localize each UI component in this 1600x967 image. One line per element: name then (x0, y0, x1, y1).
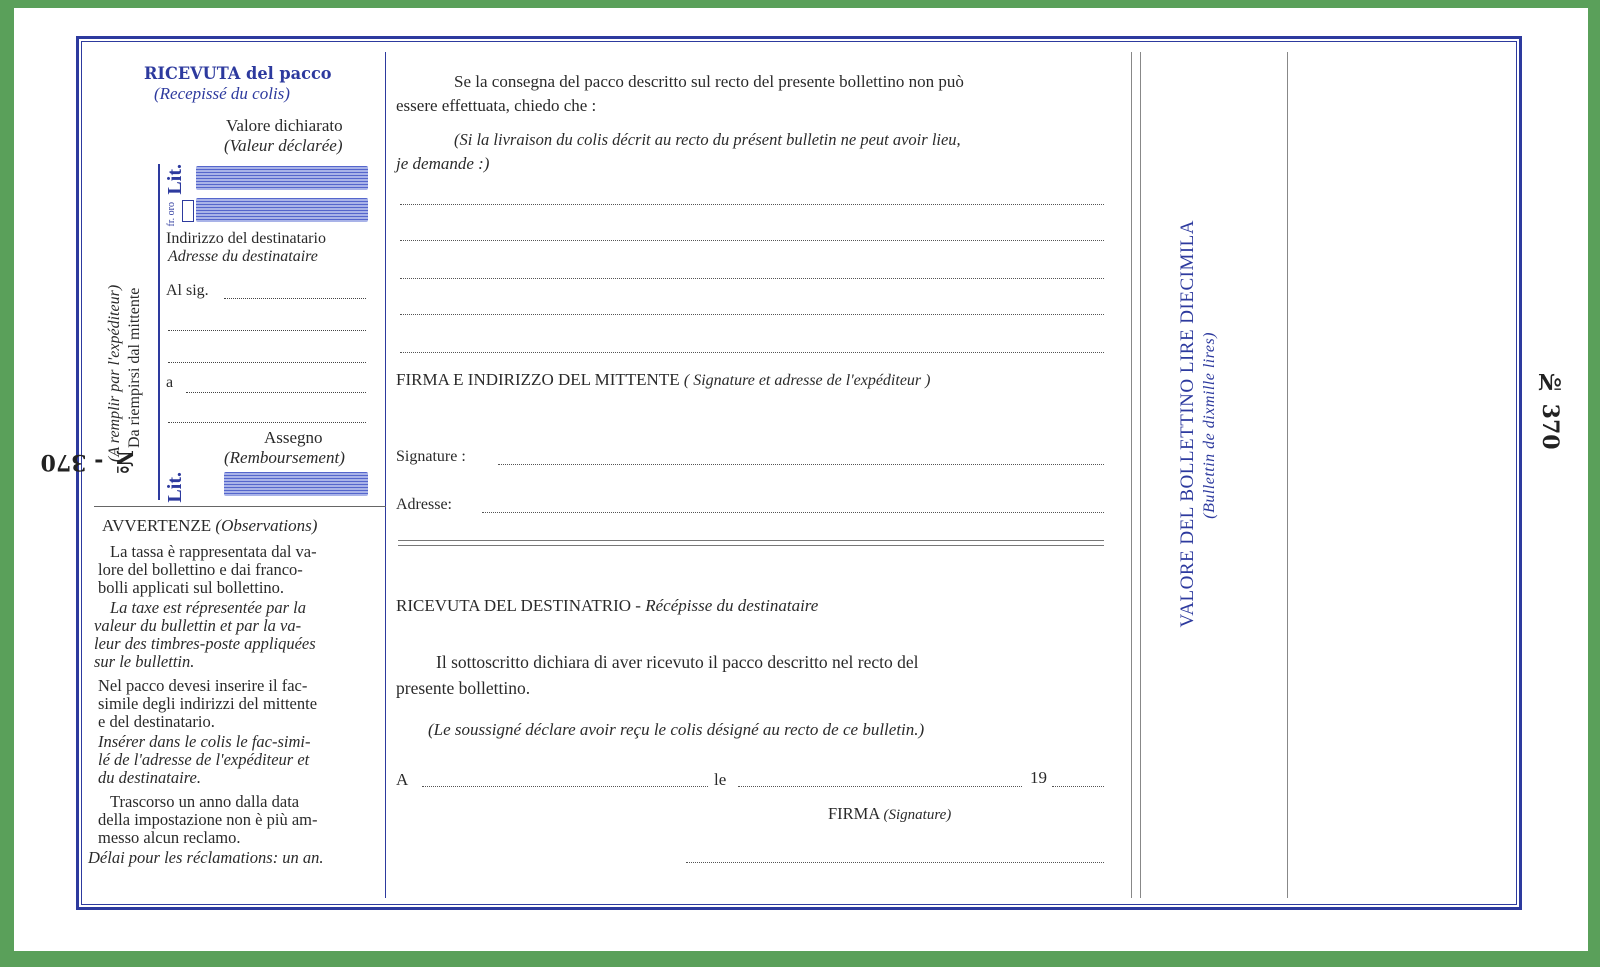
intro-fr-line-2: je demande :) (396, 154, 490, 173)
avvertenze2-line-3: e del destinatario. (98, 712, 215, 731)
avvertenze3-line-3: messo alcun reclamo. (98, 828, 241, 847)
avvertenze-title (102, 516, 317, 536)
firma-title-fr: ( Signature et adresse de l'expéditeur ) (683, 372, 931, 389)
request-line-1[interactable] (400, 204, 1104, 205)
a-place-label: A (396, 770, 409, 789)
ricevuta-title-fr: Récépisse du destinataire (645, 596, 819, 615)
avvertenze-title-fr: (Observations) (215, 516, 318, 535)
avvertenze2-line-2: simile degli indirizzi del mittente (98, 694, 318, 713)
indirizzo-label-fr: Adresse du destinataire (168, 248, 318, 265)
a-label: a (166, 374, 174, 391)
avvertenze-fr-line-3: leur des timbres-poste appliquées (94, 634, 316, 653)
valore-label-fr: (Valeur déclarée) (224, 136, 343, 155)
avvertenze3-line-1: Trascorso un anno dalla data (110, 792, 300, 811)
address-line-3[interactable] (168, 362, 366, 363)
city-line[interactable] (186, 392, 366, 393)
request-line-2[interactable] (400, 240, 1104, 241)
side-text-fr: (A remplir par l'expéditeur) (106, 284, 123, 462)
al-sig-line[interactable] (224, 298, 366, 299)
avvertenze2-line-1: Nel pacco devesi inserire il fac- (98, 676, 308, 695)
lit-label-2: Lit. (164, 472, 186, 503)
valore-oro-field[interactable] (196, 198, 368, 222)
firma-label-it: FIRMA (828, 804, 880, 823)
avvertenze-fr-line-4: sur le bullettin. (94, 652, 195, 671)
avvertenze-line-1: La tassa è rappresentata dal va- (110, 542, 317, 561)
signature-line[interactable] (498, 464, 1104, 465)
le-label: le (714, 770, 727, 789)
valore-subtitle: (Bullettin de dixmille lires) (1201, 332, 1218, 519)
intro-line-2: essere effettuata, chiedo che : (396, 96, 597, 115)
valore-title: VALORE DEL BOLLETTINO LIRE DIECIMILA (1177, 220, 1198, 628)
signature-label: Signature : (396, 448, 466, 465)
avvertenze-line-3: bolli applicati sul bollettino. (98, 578, 285, 597)
avvertenze2-fr-line-2: lé de l'adresse de l'expéditeur et (98, 750, 310, 769)
address-line-5[interactable] (168, 422, 366, 423)
firma-label (828, 804, 951, 824)
section-divider-2 (398, 545, 1104, 546)
fr-oro-label: fr. oro (166, 202, 177, 227)
avvertenze2-fr-line-1: Insérer dans le colis le fac-simi- (98, 732, 311, 751)
request-line-4[interactable] (400, 314, 1104, 315)
avvertenze-fr-line-1: La taxe est répresentée par la (110, 598, 306, 617)
adresse-line[interactable] (482, 512, 1104, 513)
address-line-2[interactable] (168, 330, 366, 331)
date-line[interactable] (738, 786, 1022, 787)
avvertenze2-fr-line-3: du destinataire. (98, 768, 201, 787)
avvertenze-divider (94, 506, 386, 507)
firma-title (396, 370, 930, 390)
year-label: 19 (1030, 768, 1047, 787)
ricevuta-title (396, 596, 818, 616)
intro-fr-line-1: (Si la livraison du colis décrit au recto du présent bulletin ne peut avoir lieu, (454, 130, 961, 149)
al-sig-label: Al sig. (166, 282, 209, 299)
valore-lit-field[interactable] (196, 166, 368, 190)
receipt-subtitle: (Recepissé du colis) (154, 84, 290, 103)
lit-label: Lit. (164, 164, 186, 195)
adresse-label: Adresse: (396, 496, 452, 513)
firma-line[interactable] (686, 862, 1104, 863)
main-column (392, 52, 1132, 898)
valore-label: Valore dichiarato (226, 116, 343, 135)
avvertenze3-fr-line: Délai pour les réclamations: un an. (88, 848, 324, 867)
receipt-title: RICEVUTA del pacco (144, 64, 332, 84)
fr-oro-box (182, 200, 194, 222)
assegno-field[interactable] (224, 472, 368, 496)
indirizzo-label: Indirizzo del destinatario (166, 230, 326, 247)
year-line[interactable] (1052, 786, 1104, 787)
assegno-label-fr: (Remboursement) (224, 448, 345, 467)
dichiara-fr: (Le soussigné déclare avoir reçu le colis désigné au recto de ce bulletin.) (428, 720, 925, 739)
request-line-3[interactable] (400, 278, 1104, 279)
valore-column (1140, 52, 1288, 898)
section-divider (398, 540, 1104, 541)
ricevuta-title-it: RICEVUTA DEL DESTINATRIO - (396, 596, 641, 615)
avvertenze-fr-line-2: valeur du bullettin et par la va- (94, 616, 302, 635)
bracket-line (158, 164, 160, 500)
intro-line-1: Se la consegna del pacco descritto sul recto del presente bollettino non può (454, 72, 964, 91)
firma-title-it: FIRMA E INDIRIZZO DEL MITTENTE (396, 370, 680, 389)
place-line[interactable] (422, 786, 708, 787)
dichiara-line-2: presente bollettino. (396, 678, 531, 698)
assegno-label: Assegno (264, 428, 323, 447)
avvertenze-line-2: lore del bollettino e dai franco- (98, 560, 303, 579)
serial-number-left: № - 370 (40, 449, 137, 475)
side-text-it: Da riempirsi dal mittente (126, 287, 143, 448)
avvertenze3-line-2: della impostazione non è più am- (98, 810, 318, 829)
avvertenze-title-it: AVVERTENZE (102, 516, 212, 535)
dichiara-line-1: Il sottoscritto dichiara di aver ricevuto il pacco descritto nel recto del (436, 652, 919, 672)
serial-number-right: № 370 (1537, 370, 1563, 450)
firma-label-fr: (Signature) (883, 807, 952, 823)
request-line-5[interactable] (400, 352, 1104, 353)
